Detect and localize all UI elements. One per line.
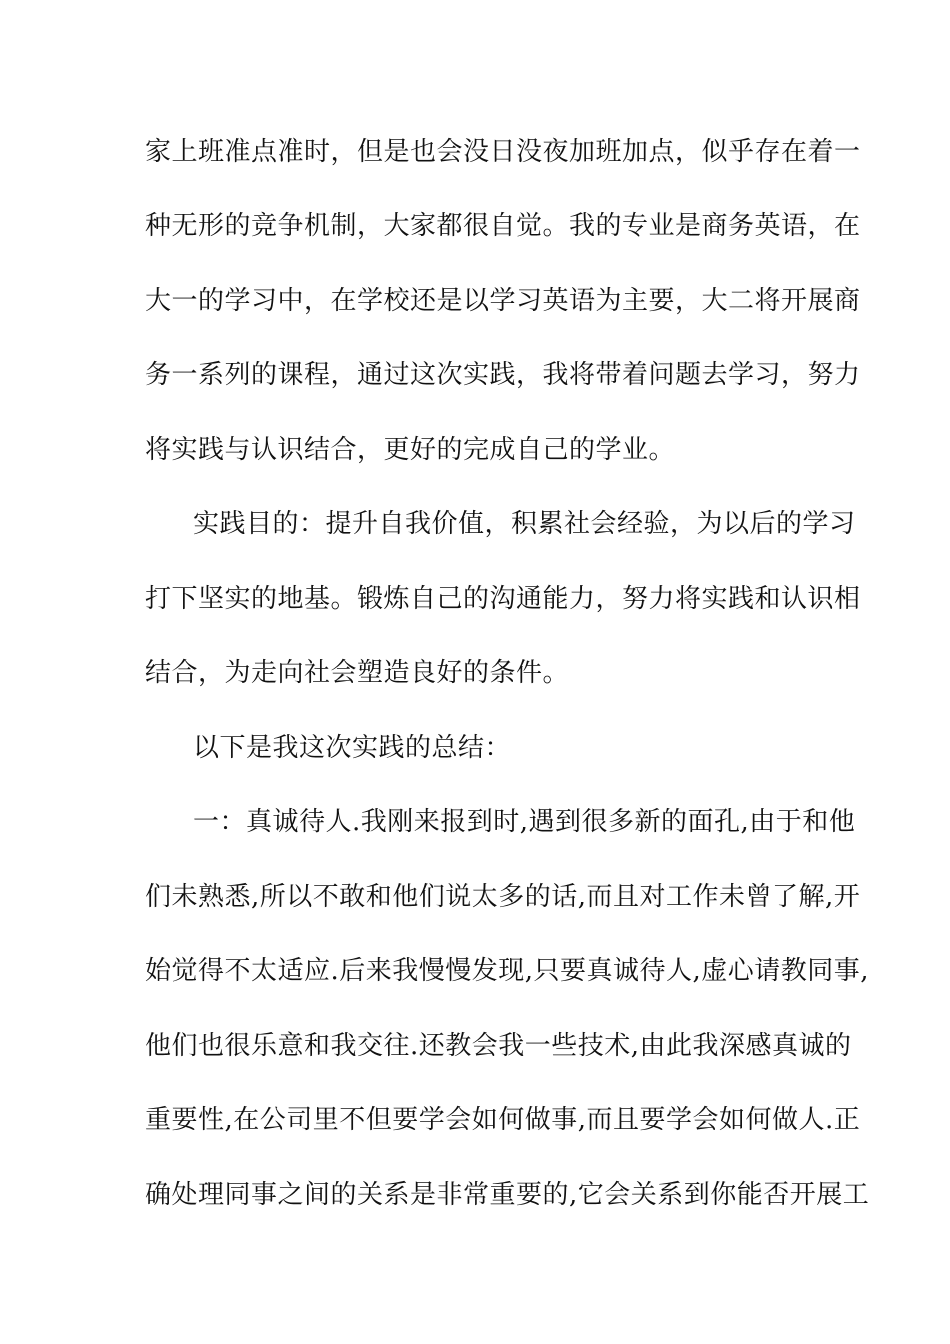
text-line-15: 确处理同事之间的关系是非常重要的,它会关系到你能否开展工 [145, 1180, 870, 1210]
text-line-10: 一：真诚待人.我刚来报到时,遇到很多新的面孔,由于和他 [193, 807, 856, 837]
text-line-8: 结合，为走向社会塑造良好的条件。 [145, 658, 570, 688]
text-line-5: 将实践与认识结合，更好的完成自己的学业。 [145, 435, 676, 465]
text-line-2: 种无形的竞争机制，大家都很自觉。我的专业是商务英语，在 [145, 211, 861, 241]
text-line-6: 实践目的：提升自我价值，积累社会经验，为以后的学习 [193, 509, 856, 539]
text-line-11: 们未熟悉,所以不敢和他们说太多的话,而且对工作未曾了解,开 [145, 882, 861, 912]
text-line-3: 大一的学习中，在学校还是以学习英语为主要，大二将开展商 [145, 286, 861, 316]
text-line-14: 重要性,在公司里不但要学会如何做事,而且要学会如何做人.正 [145, 1105, 861, 1135]
text-line-12: 始觉得不太适应.后来我慢慢发现,只要真诚待人,虚心请教同事, [145, 956, 870, 986]
text-line-1: 家上班准点准时，但是也会没日没夜加班加点，似乎存在着一 [145, 137, 861, 167]
text-line-4: 务一系列的课程，通过这次实践，我将带着问题去学习，努力 [145, 360, 861, 390]
text-line-13: 他们也很乐意和我交往.还教会我一些技术,由此我深感真诚的 [145, 1031, 852, 1061]
text-line-9: 以下是我这次实践的总结： [193, 733, 512, 763]
text-line-7: 打下坚实的地基。锻炼自己的沟通能力，努力将实践和认识相 [145, 584, 861, 614]
